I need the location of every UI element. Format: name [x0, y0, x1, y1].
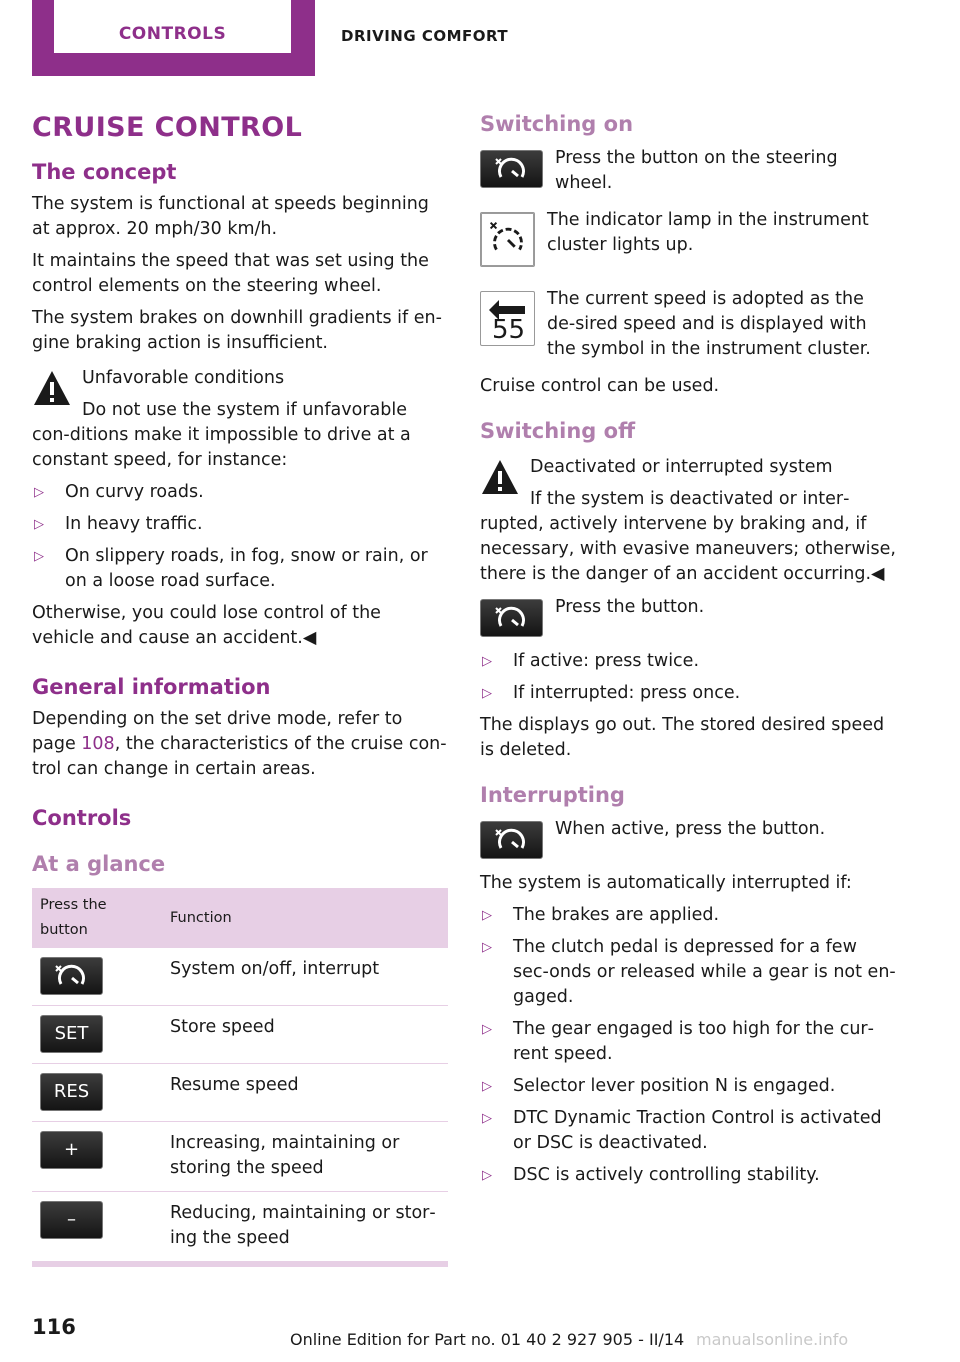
list-item: ▷ DTC Dynamic Traction Control is activated or DSC is deactivated. [482, 1108, 882, 1153]
cruise-can-be-used: Cruise control can be used. [480, 376, 720, 396]
triangle-bullet-icon: ▷ [482, 686, 492, 701]
table-row [32, 1006, 448, 1064]
press-button-step [480, 595, 896, 637]
page-number: 116 [32, 1315, 76, 1339]
triangle-bullet-icon: ▷ [34, 517, 44, 532]
tab-driving-comfort[interactable]: DRIVING COMFORT [341, 27, 509, 45]
triangle-bullet-icon: ▷ [482, 654, 492, 669]
conditions-list [32, 480, 448, 594]
warning-icon [480, 457, 520, 497]
list-item: ▷ On curvy roads. [32, 480, 448, 505]
table-bottom-rule [32, 1262, 448, 1267]
interrupt-step [480, 817, 896, 859]
warning-end: Otherwise, you could lose control of the vehicle and cause an accident.◀ [32, 603, 381, 648]
list-item: ▷ In heavy traffic. [32, 512, 448, 537]
table-header: Function [162, 888, 448, 948]
indicator-step [480, 208, 896, 275]
warning-text: Do not use the system if unfavorable con‐ditions make it impossible to drive at a constant speed, for instance: [32, 400, 411, 470]
press-button-text: Press the button. [555, 597, 705, 617]
list-item: ▷ On slippery roads, in fog, snow or rain, or on a loose road surface. [34, 546, 428, 591]
warning-block [480, 455, 896, 587]
res-button-image: RES [40, 1073, 103, 1111]
cruise-control-button-image [480, 599, 543, 637]
warning-block [32, 366, 448, 473]
list-item: ▷ The brakes are applied. [480, 903, 896, 928]
triangle-bullet-icon: ▷ [482, 1168, 492, 1183]
list-item: ▷ The gear engaged is too high for the cur‐rent speed. [482, 1019, 874, 1064]
left-column [32, 110, 448, 1267]
minus-button-image: – [40, 1201, 103, 1239]
cruise-control-button-image [480, 150, 543, 188]
cruise-control-icon [481, 600, 544, 638]
cruise-control-icon [41, 958, 104, 996]
watermark: manualsonline.info [696, 1330, 849, 1349]
list-item: ▷ If active: press twice. [480, 649, 896, 674]
warning-title: Unfavorable conditions [82, 368, 285, 388]
warning-icon [32, 368, 72, 408]
off-list [480, 649, 896, 706]
switching-on-heading: Switching on [480, 112, 634, 136]
switch-on-step [480, 146, 896, 196]
general-heading: General information [32, 675, 271, 699]
function-cell: Resume speed [162, 1064, 448, 1122]
concept-paragraph: The system is functional at speeds beginning at approx. 20 mph/30 km/h. [32, 194, 429, 239]
triangle-bullet-icon: ▷ [34, 549, 44, 564]
triangle-bullet-icon: ▷ [482, 908, 492, 923]
table-row [32, 1122, 448, 1192]
function-cell: Store speed [162, 1006, 448, 1064]
off-result: The displays go out. The stored desired speed is deleted. [480, 715, 885, 760]
glance-heading: At a glance [32, 852, 166, 876]
indicator-text: The indicator lamp in the instrument cluster lights up. [547, 210, 869, 255]
function-cell: System on/off, interrupt [162, 948, 448, 1006]
auto-interrupt-intro: The system is automatically interrupted if: [480, 873, 852, 893]
general-paragraph: Depending on the set drive mode, refer to page 108, the characteristics of the cruise con‐trol can change in certain areas. [32, 709, 447, 779]
indicator-lamp-icon [480, 212, 535, 267]
interrupt-text: When active, press the button. [555, 819, 826, 839]
interrupting-heading: Interrupting [480, 783, 625, 807]
tab-controls[interactable]: CONTROLS [54, 0, 291, 53]
triangle-bullet-icon: ▷ [482, 940, 492, 955]
table-row [32, 948, 448, 1006]
set-button-image: SET [40, 1015, 103, 1053]
warning-text: If the system is deactivated or inter‐rupted, actively intervene by braking and, if necessary, with evasive maneuvers; otherwise, there is the danger of an accident occurring.◀ [480, 489, 896, 584]
triangle-bullet-icon: ▷ [482, 1079, 492, 1094]
switch-on-text: Press the button on the steering wheel. [555, 148, 838, 193]
concept-paragraph: It maintains the speed that was set using the control elements on the steering wheel. [32, 251, 429, 296]
table-header: Press the button [32, 888, 162, 948]
switching-off-heading: Switching off [480, 419, 636, 443]
list-item: ▷ If interrupted: press once. [480, 681, 896, 706]
table-row [32, 1064, 448, 1122]
page-title: CRUISE CONTROL [32, 112, 303, 143]
cruise-control-icon [481, 151, 544, 189]
triangle-bullet-icon: ▷ [482, 1022, 492, 1037]
right-column [480, 110, 896, 1195]
warning-title: Deactivated or interrupted system [530, 457, 833, 477]
triangle-bullet-icon: ▷ [34, 485, 44, 500]
controls-heading: Controls [32, 806, 132, 830]
edition-footer: Online Edition for Part no. 01 40 2 927 905 - II/14 [290, 1330, 685, 1349]
speed-text: The current speed is adopted as the de‐sired speed and is displayed with the symbol in the instrument cluster. [547, 289, 871, 359]
list-item: ▷ DSC is actively controlling stability. [480, 1163, 896, 1188]
list-item: ▷ Selector lever position N is engaged. [480, 1074, 896, 1099]
page-link[interactable]: 108 [81, 734, 115, 754]
speed-lamp-value: 55 [491, 315, 526, 345]
interrupt-list [480, 903, 896, 1188]
table-row [32, 1192, 448, 1262]
cruise-control-icon [481, 822, 544, 860]
speed-step [480, 287, 896, 362]
triangle-bullet-icon: ▷ [482, 1111, 492, 1126]
speed-lamp-icon [480, 291, 535, 346]
function-cell: Reducing, maintaining or stor‐ing the speed [162, 1192, 448, 1262]
list-item: ▷ The clutch pedal is depressed for a few sec‐onds or released while a gear is not en‐gaged. [482, 937, 896, 1007]
function-cell: Increasing, maintaining or storing the speed [162, 1122, 448, 1192]
plus-button-image: + [40, 1131, 103, 1169]
cruise-control-button-image [40, 957, 103, 995]
concept-paragraph: The system brakes on downhill gradients if en‐gine braking action is insufficient. [32, 308, 442, 353]
controls-table [32, 888, 448, 1262]
concept-heading: The concept [32, 160, 177, 184]
cruise-control-button-image [480, 821, 543, 859]
